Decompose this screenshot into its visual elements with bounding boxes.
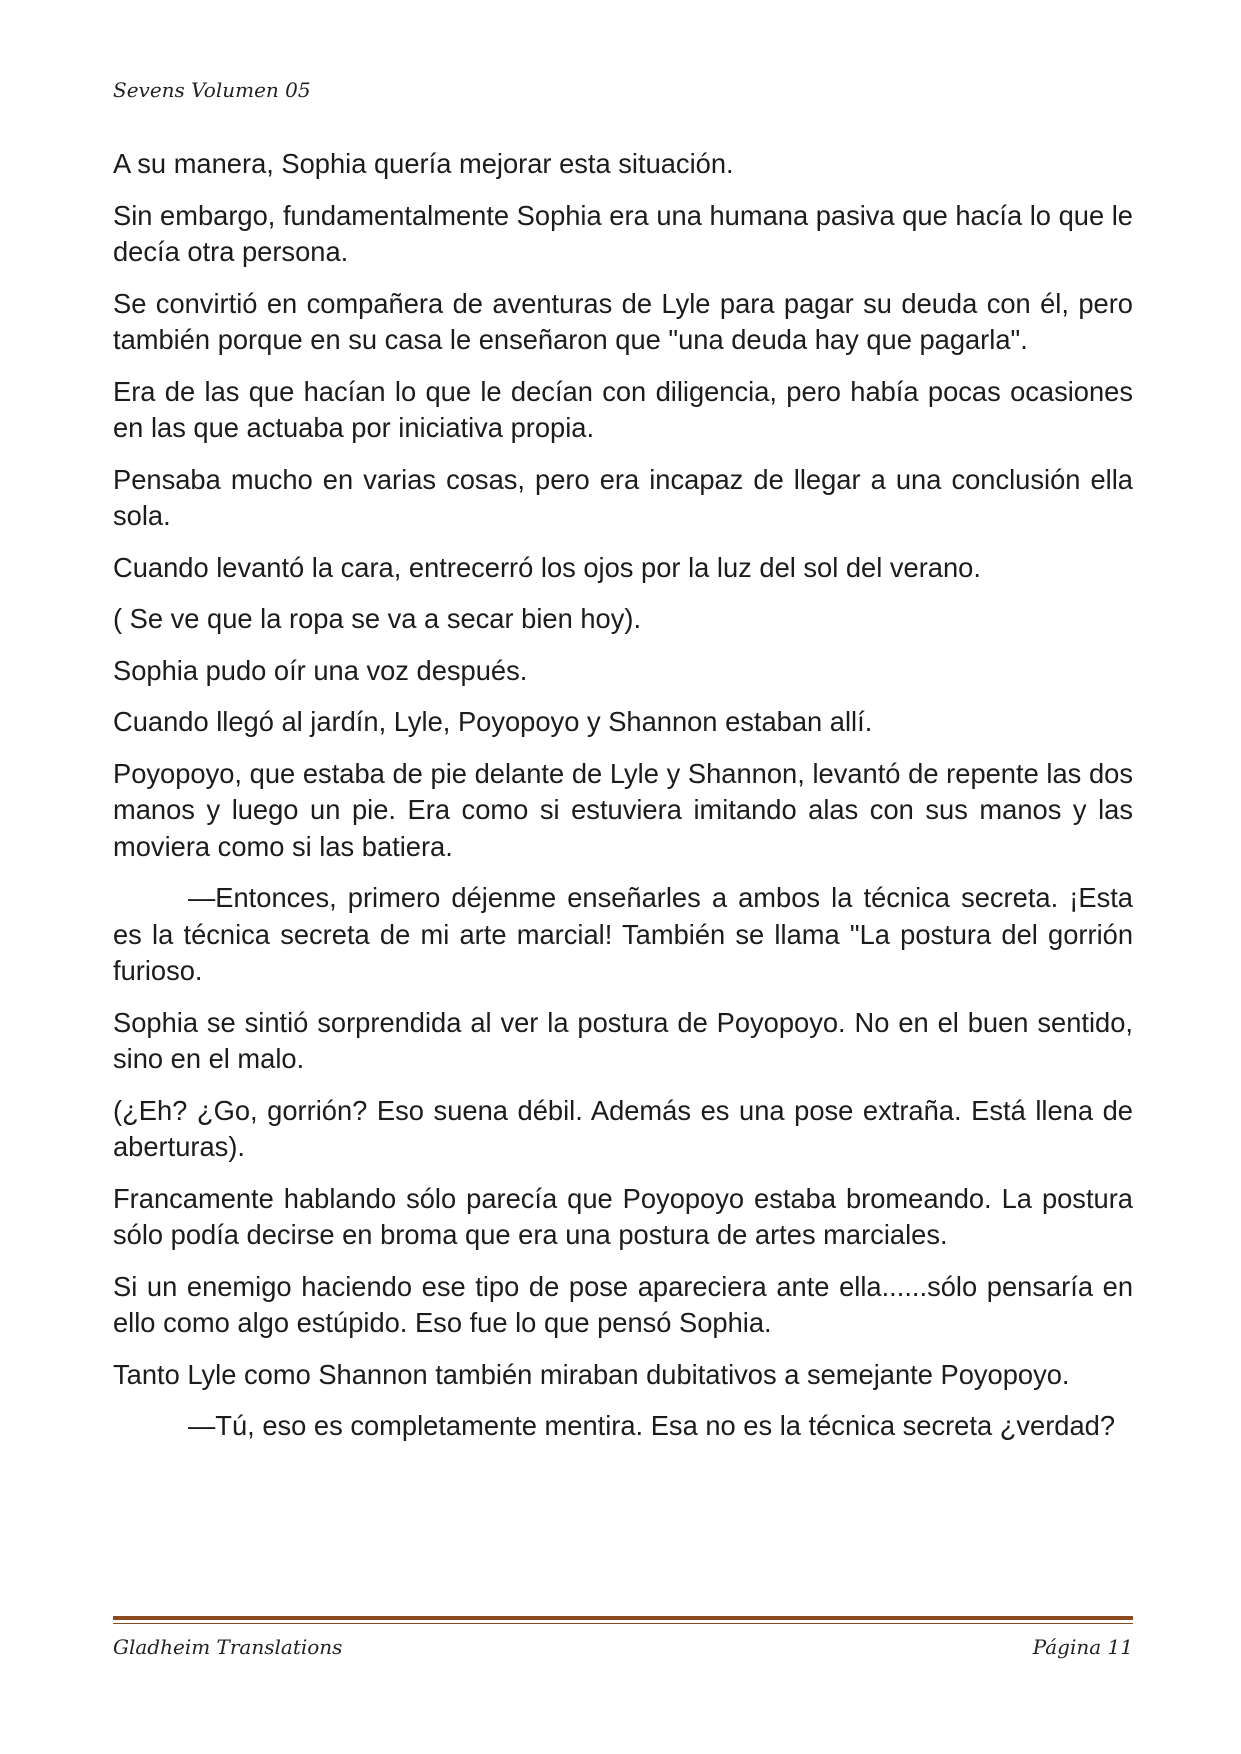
page-body bbox=[113, 146, 1133, 1460]
paragraph: Cuando levantó la cara, entrecerró los ojos por la luz del sol del verano. bbox=[113, 551, 981, 583]
dialogue-paragraph: —Entonces, primero déjenme enseñarles a ambos la técnica secreta. ¡Esta es la técnica secreta de mi arte marcial! También se llama "La postura del gorrión furioso. bbox=[113, 882, 1133, 986]
page-footer bbox=[113, 1635, 1133, 1659]
paragraph: Pensaba mucho en varias cosas, pero era incapaz de llegar a una conclusión ella sola. bbox=[113, 463, 1133, 531]
paragraph: Poyopoyo, que estaba de pie delante de Lyle y Shannon, levantó de repente las dos manos y luego un pie. Era como si estuviera imitando alas con sus manos y las moviera como si las batiera. bbox=[113, 757, 1133, 862]
dialogue-paragraph: —Tú, eso es completamente mentira. Esa no es la técnica secreta ¿verdad? bbox=[188, 1410, 1116, 1441]
paragraph: (¿Eh? ¿Go, gorrión? Eso suena débil. Además es una pose extraña. Está llena de aberturas). bbox=[113, 1094, 1133, 1162]
footer-divider-thick bbox=[113, 1616, 1133, 1620]
paragraph: Sophia pudo oír una voz después. bbox=[113, 654, 528, 686]
paragraph: Sophia se sintió sorprendida al ver la postura de Poyopoyo. No en el buen sentido, sino en el malo. bbox=[113, 1006, 1133, 1074]
footer-credit: Gladheim Translations bbox=[113, 1635, 343, 1659]
page-number: Página 11 bbox=[1032, 1635, 1133, 1659]
paragraph: Sin embargo, fundamentalmente Sophia era una humana pasiva que hacía lo que le decía otra persona. bbox=[113, 199, 1133, 267]
paragraph: A su manera, Sophia quería mejorar esta situación. bbox=[113, 148, 734, 179]
footer-divider-thin bbox=[113, 1623, 1133, 1624]
page-header: Sevens Volumen 05 bbox=[113, 78, 311, 102]
paragraph: Se convirtió en compañera de aventuras de Lyle para pagar su deuda con él, pero también porque en su casa le enseñaron que "una deuda hay que pagarla". bbox=[113, 287, 1133, 355]
paragraph: Tanto Lyle como Shannon también miraban dubitativos a semejante Poyopoyo. bbox=[113, 1358, 1070, 1390]
paragraph: Francamente hablando sólo parecía que Poyopoyo estaba bromeando. La postura sólo podía decirse en broma que era una postura de artes marciales. bbox=[113, 1182, 1133, 1250]
paragraph: Era de las que hacían lo que le decían con diligencia, pero había pocas ocasiones en las que actuaba por iniciativa propia. bbox=[113, 375, 1133, 443]
paragraph: Si un enemigo haciendo ese tipo de pose apareciera ante ella......sólo pensaría en ello como algo estúpido. Eso fue lo que pensó Sophia. bbox=[113, 1270, 1133, 1338]
paragraph: Cuando llegó al jardín, Lyle, Poyopoyo y Shannon estaban allí. bbox=[113, 706, 873, 737]
paragraph: ( Se ve que la ropa se va a secar bien hoy). bbox=[113, 603, 642, 634]
